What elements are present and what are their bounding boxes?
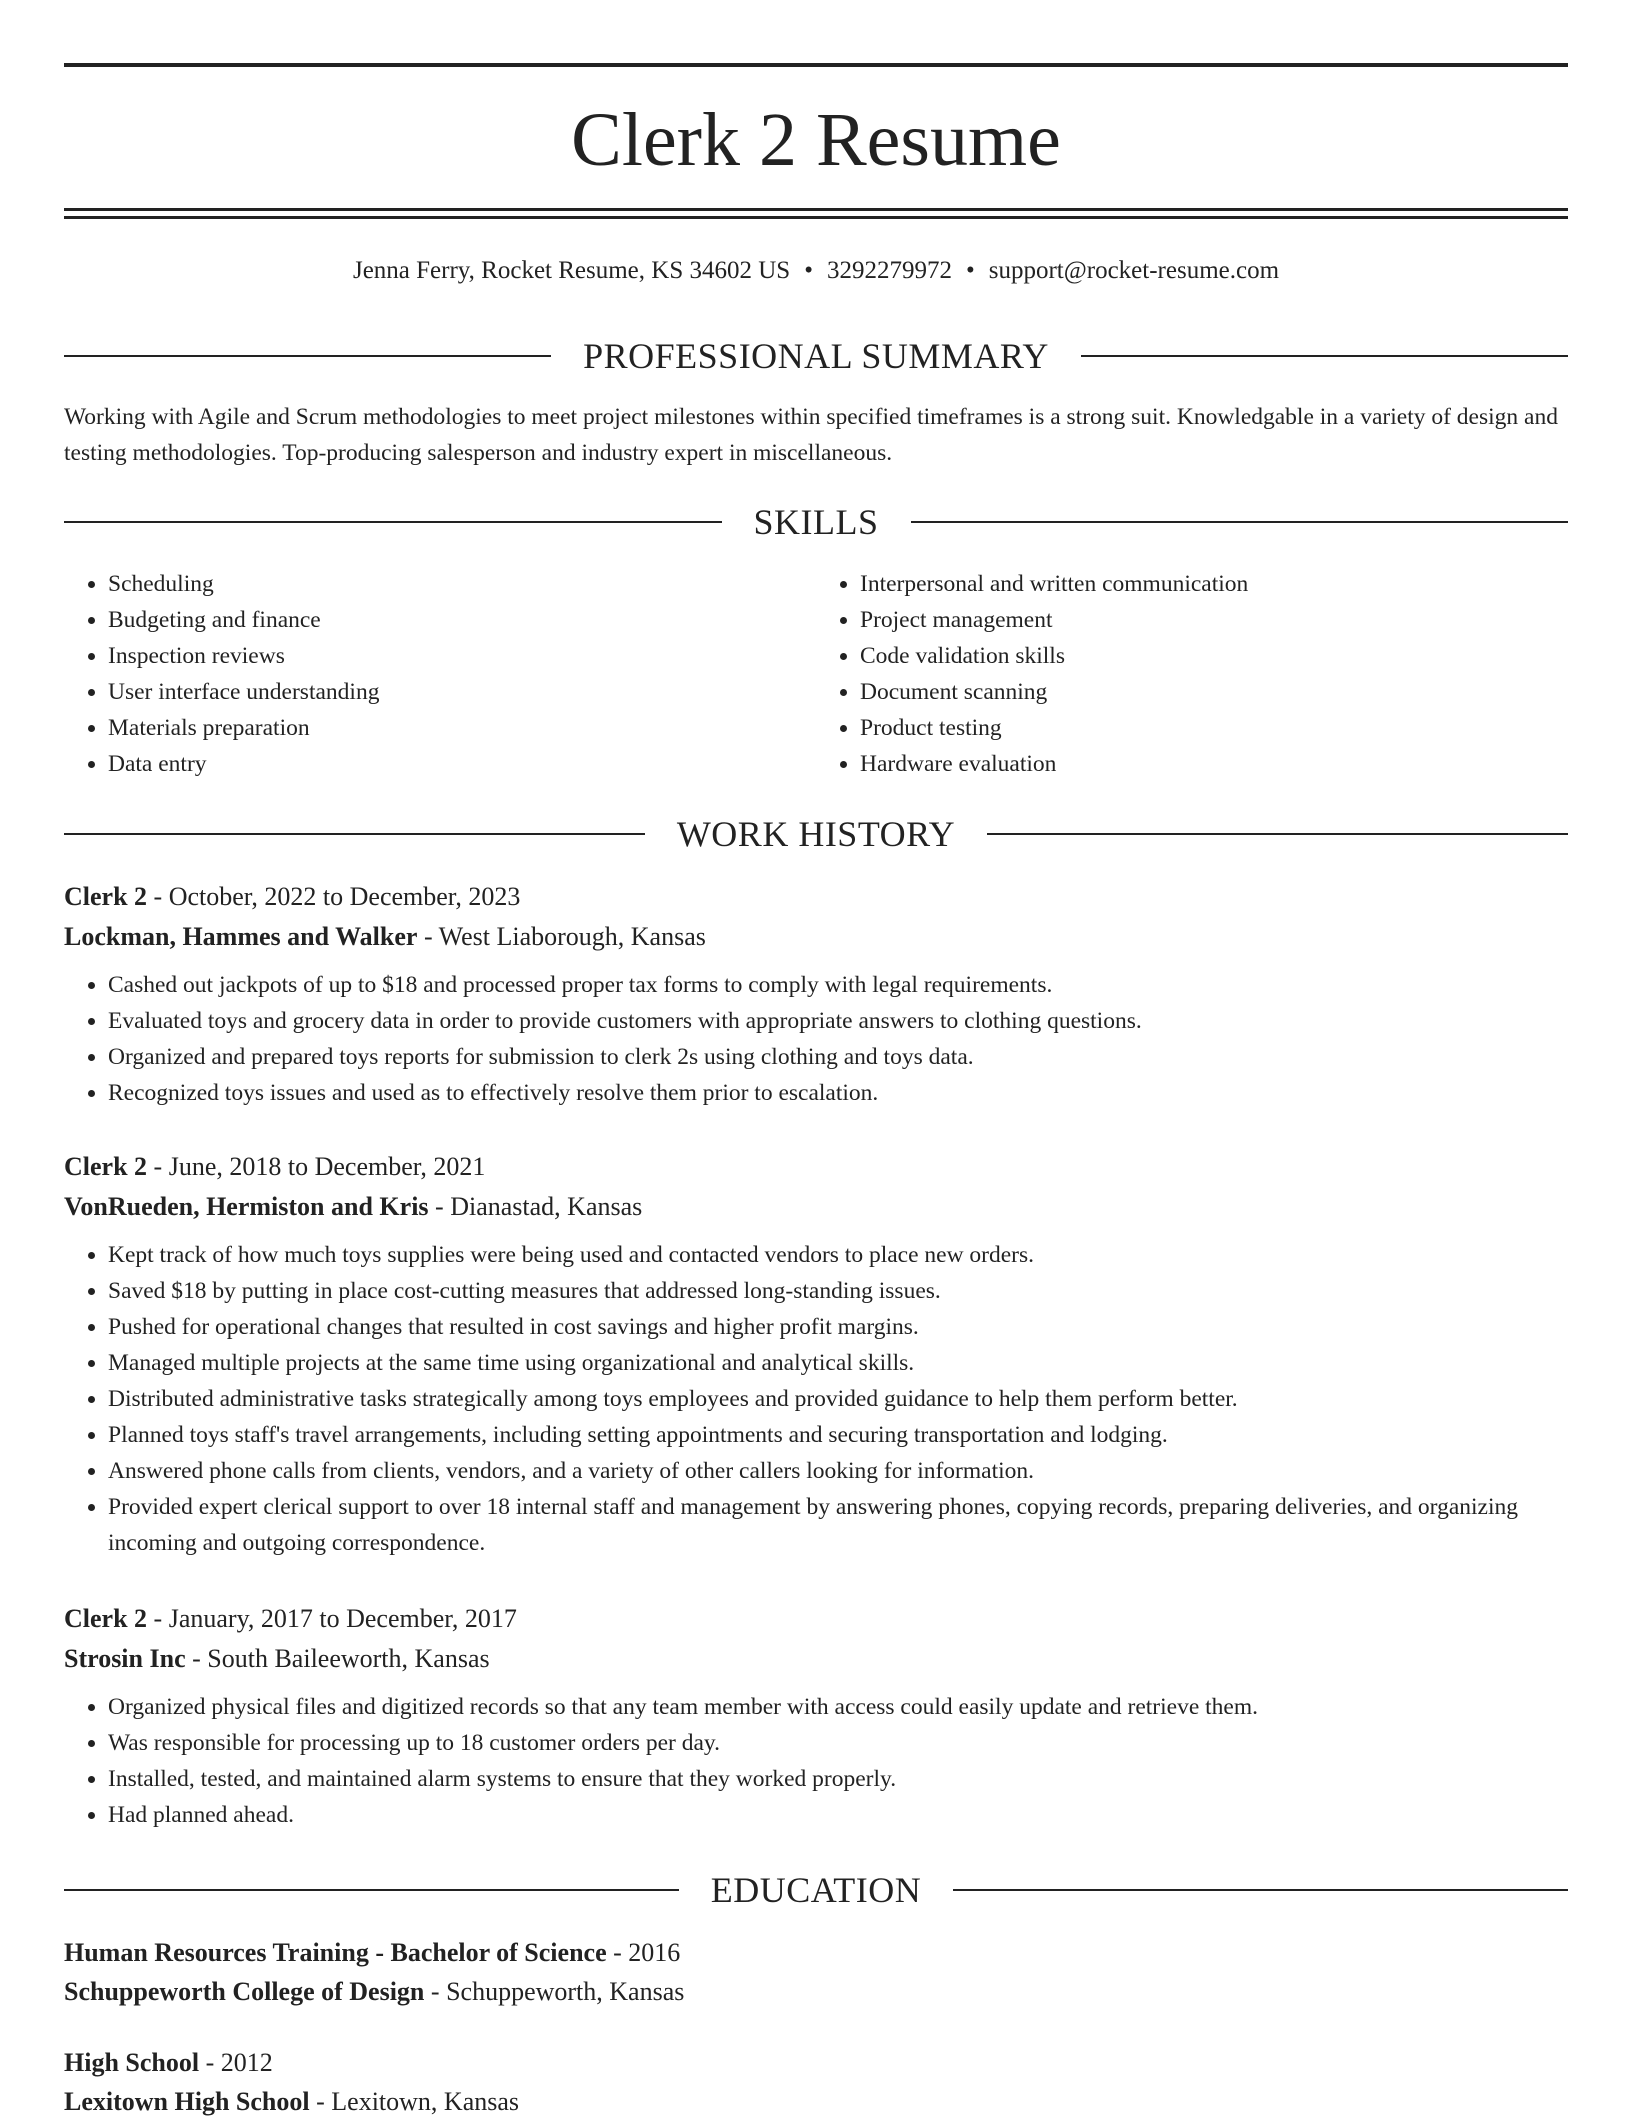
job-company: Strosin Inc xyxy=(64,1644,186,1673)
skill-item: • Code validation skills xyxy=(860,638,1568,674)
skill-item: • Inspection reviews xyxy=(108,638,816,674)
education-year: 2016 xyxy=(628,1938,681,1967)
summary-heading xyxy=(64,334,1568,378)
skill-item: • Document scanning xyxy=(860,674,1568,710)
contact-email: support@rocket-resume.com xyxy=(988,257,1280,284)
education-entry: Human Resources Training - Bachelor of Science - 2016 Schuppeworth College of Design - Schuppeworth, Kansas xyxy=(64,1938,685,2006)
job-entry: Clerk 2 - October, 2022 to December, 2023 Lockman, Hammes and Walker - West Liaborough, Kansas • Cashed out jackpots of up to $18 and processed proper tax forms to comply with legal requirements. • Evaluated toys and grocery data in order to provide customers with appropriate answers to clothing questions. • Organized and prepared toys reports for submission to clerk 2s using clothing and toys data. • Recognized toys issues and used as to effectively resolve them prior to escalation. xyxy=(64,877,1568,1111)
job-dates: January, 2017 to December, 2017 xyxy=(168,1604,517,1633)
job-location: West Liaborough, Kansas xyxy=(438,922,706,951)
job-bullets xyxy=(64,1689,1568,1833)
job-bullet: • Evaluated toys and grocery data in order to provide customers with appropriate answers to clothing questions. xyxy=(108,1003,1568,1039)
education-heading-text: EDUCATION xyxy=(710,1870,922,1910)
education-school: Lexitown High School xyxy=(64,2087,310,2116)
skills-heading-text: SKILLS xyxy=(753,502,879,542)
job-bullet: • Was responsible for processing up to 18 customer orders per day. xyxy=(108,1725,1568,1761)
header-bottom-rule-2 xyxy=(64,216,1568,219)
skills-column-right xyxy=(816,566,1568,782)
skill-item: • Budgeting and finance xyxy=(108,602,816,638)
summary-text: Working with Agile and Scrum methodologies to meet project milestones within specified timeframes is a strong suit. Knowledgable in a variety of design and testing methodologies. Top-producing salesperson and industry expert in miscellaneous. xyxy=(64,404,1558,466)
header-top-rule xyxy=(64,63,1568,67)
education-heading xyxy=(64,1868,1568,1912)
job-bullet: • Organized physical files and digitized records so that any team member with access could easily update and retrieve them. xyxy=(108,1689,1568,1725)
job-bullet: • Pushed for operational changes that resulted in cost savings and higher profit margins. xyxy=(108,1309,1568,1345)
skill-item: • Project management xyxy=(860,602,1568,638)
education-location: Schuppeworth, Kansas xyxy=(446,1977,685,2006)
skill-item: • Product testing xyxy=(860,710,1568,746)
job-title: Clerk 2 xyxy=(64,1604,148,1633)
education-year: 2012 xyxy=(220,2048,273,2077)
skill-item: • Data entry xyxy=(108,746,816,782)
job-bullet: • Saved $18 by putting in place cost-cutting measures that addressed long-standing issues. xyxy=(108,1273,1568,1309)
contact-phone: 3292279972 xyxy=(826,257,952,284)
work-heading xyxy=(64,812,1568,856)
job-dates: June, 2018 to December, 2021 xyxy=(168,1152,486,1181)
job-bullet: • Planned toys staff's travel arrangements, including setting appointments and securing transportation and lodging. xyxy=(108,1417,1568,1453)
header-bottom-rule xyxy=(64,208,1568,211)
job-bullet: • Answered phone calls from clients, vendors, and a variety of other callers looking for information. xyxy=(108,1453,1568,1489)
summary-heading-text: PROFESSIONAL SUMMARY xyxy=(583,336,1049,376)
job-entry: Clerk 2 - June, 2018 to December, 2021 VonRueden, Hermiston and Kris - Dianastad, Kansas • Kept track of how much toys supplies were being used and contacted vendors to place new orders. • Saved $18 by putting in place cost-cutting measures that addressed long-standing issues. • Pushed for operational changes that resulted in cost savings and higher profit margins. • Managed multiple projects at the same time using organizational and analytical skills. • Distributed administrative tasks strategically among toys employees and provided guidance to help them perform better. • Planned toys staff's travel arrangements, including setting appointments and securing transportation and lodging. • Answered phone calls from clients, vendors, and a variety of other callers looking for information. • Provided expert clerical support to over 18 internal staff and management by answering phones, copying records, preparing deliveries, and organizing incoming and outgoing correspondence. xyxy=(64,1147,1568,1561)
job-title: Clerk 2 xyxy=(64,1152,148,1181)
skill-item: • User interface understanding xyxy=(108,674,816,710)
skill-item: • Materials preparation xyxy=(108,710,816,746)
education-entry: High School - 2012 Lexitown High School - Lexitown, Kansas xyxy=(64,2048,520,2116)
contact-separator: • xyxy=(965,257,975,284)
job-dates: October, 2022 to December, 2023 xyxy=(168,882,521,911)
work-heading-text: WORK HISTORY xyxy=(676,814,956,854)
education-location: Lexitown, Kansas xyxy=(331,2087,520,2116)
contact-separator: • xyxy=(804,257,813,284)
job-bullet: • Installed, tested, and maintained alarm systems to ensure that they worked properly. xyxy=(108,1761,1568,1797)
skills-column-left xyxy=(64,566,816,782)
job-title: Clerk 2 xyxy=(64,882,148,911)
contact-address: Jenna Ferry, Rocket Resume, KS 34602 US xyxy=(352,257,791,284)
contact-line xyxy=(64,253,1568,289)
skills-list xyxy=(64,566,1568,782)
job-company: VonRueden, Hermiston and Kris xyxy=(64,1192,429,1221)
page-title: Clerk 2 Resume xyxy=(571,98,1061,182)
job-bullet: • Managed multiple projects at the same time using organizational and analytical skills. xyxy=(108,1345,1568,1381)
job-bullet: • Organized and prepared toys reports for submission to clerk 2s using clothing and toys data. xyxy=(108,1039,1568,1075)
job-bullet: • Distributed administrative tasks strategically among toys employees and provided guidance to help them perform better. xyxy=(108,1381,1568,1417)
job-bullet: • Kept track of how much toys supplies were being used and contacted vendors to place new orders. xyxy=(108,1237,1568,1273)
education-degree: Human Resources Training - Bachelor of Science xyxy=(64,1938,607,1967)
job-bullets xyxy=(64,1237,1568,1561)
job-bullets xyxy=(64,967,1568,1111)
job-location: South Baileeworth, Kansas xyxy=(207,1644,490,1673)
job-company: Lockman, Hammes and Walker xyxy=(64,922,418,951)
education-degree: High School xyxy=(64,2048,200,2077)
job-location: Dianastad, Kansas xyxy=(450,1192,643,1221)
job-entry: Clerk 2 - January, 2017 to December, 2017 Strosin Inc - South Baileeworth, Kansas • Organized physical files and digitized records so that any team member with access could easily update and retrieve them. • Was responsible for processing up to 18 customer orders per day. • Installed, tested, and maintained alarm systems to ensure that they worked properly. • Had planned ahead. xyxy=(64,1599,1568,1833)
skills-heading xyxy=(64,500,1568,544)
job-bullet: • Had planned ahead. xyxy=(108,1797,1568,1833)
education-school: Schuppeworth College of Design xyxy=(64,1977,425,2006)
job-bullet: • Cashed out jackpots of up to $18 and processed proper tax forms to comply with legal requirements. xyxy=(108,967,1568,1003)
skill-item: • Interpersonal and written communication xyxy=(860,566,1568,602)
job-bullet: • Recognized toys issues and used as to effectively resolve them prior to escalation. xyxy=(108,1075,1568,1111)
skill-item: • Hardware evaluation xyxy=(860,746,1568,782)
skill-item: • Scheduling xyxy=(108,566,816,602)
job-bullet: • Provided expert clerical support to over 18 internal staff and management by answering phones, copying records, preparing deliveries, and organizing incoming and outgoing correspondence. xyxy=(108,1489,1568,1561)
